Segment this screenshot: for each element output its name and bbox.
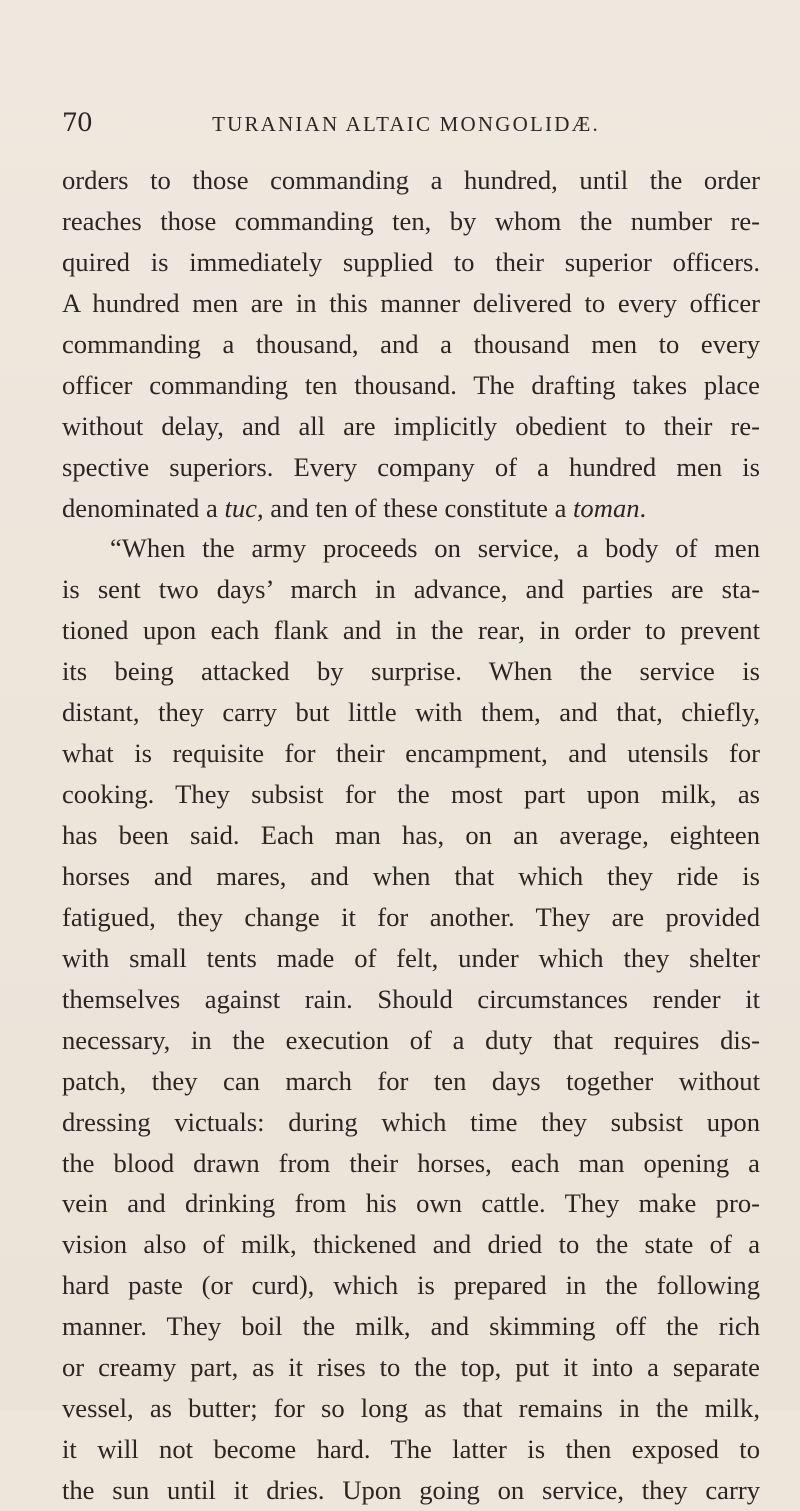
- text-line: quired is immediately supplied to their superior officers.: [62, 246, 760, 277]
- text-line: officer commanding ten thousand. The drafting takes place: [62, 369, 760, 400]
- text-line: fatigued, they change it for another. They are provided: [62, 901, 760, 932]
- text-line: hard paste (or curd), which is prepared in the following: [62, 1270, 760, 1301]
- text-line: manner. They boil the milk, and skimming off the rich: [62, 1311, 760, 1342]
- text-line: reaches those commanding ten, by whom the number re-: [62, 205, 760, 236]
- text-line: it will not become hard. The latter is then exposed to: [62, 1434, 760, 1465]
- text-line: the blood drawn from their horses, each man opening a: [62, 1147, 760, 1178]
- text-line: commanding a thousand, and a thousand men to every: [62, 328, 760, 359]
- text-line: A hundred men are in this manner delivered to every officer: [62, 287, 760, 318]
- text-line: themselves against rain. Should circumstances render it: [62, 983, 760, 1014]
- page-number: 70: [62, 108, 92, 137]
- running-head: [62, 108, 760, 138]
- text-line: what is requisite for their encampment, and utensils for: [62, 738, 760, 769]
- text-line: horses and mares, and when that which they ride is: [62, 860, 760, 891]
- italic-term-tuc: tuc: [224, 492, 257, 523]
- text-line: its being attacked by surprise. When the service is: [62, 656, 760, 687]
- italic-term-toman: toman: [573, 492, 640, 523]
- text-line: with small tents made of felt, under which they shelter: [62, 942, 760, 973]
- text-line: vein and drinking from his own cattle. They make pro-: [62, 1188, 760, 1219]
- body-text: [62, 160, 760, 1511]
- text-line: distant, they carry but little with them, and that, chiefly,: [62, 697, 760, 728]
- running-title: TURANIAN ALTAIC MONGOLIDÆ.: [212, 112, 600, 136]
- text-segment: denominated a: [62, 492, 225, 523]
- text-segment: , and ten of these constitute a: [256, 492, 574, 523]
- text-line: the sun until it dries. Upon going on service, they carry: [62, 1475, 760, 1505]
- text-line: patch, they can march for ten days together without: [62, 1065, 760, 1096]
- text-line: vessel, as butter; for so long as that remains in the milk,: [62, 1393, 760, 1424]
- text-line: vision also of milk, thickened and dried to the state of a: [62, 1229, 760, 1260]
- text-line: tioned upon each flank and in the rear, in order to prevent: [62, 615, 760, 646]
- text-line: dressing victuals: during which time they subsist upon: [62, 1106, 760, 1137]
- text-line: spective superiors. Every company of a hundred men is: [62, 451, 760, 482]
- text-line: necessary, in the execution of a duty that requires dis-: [62, 1024, 760, 1055]
- text-line: orders to those commanding a hundred, until the order: [62, 165, 760, 195]
- text-line: has been said. Each man has, on an average, eighteen: [62, 820, 760, 850]
- text-line: without delay, and all are implicitly obedient to their re-: [62, 410, 760, 441]
- text-line: or creamy part, as it rises to the top, put it into a separate: [62, 1352, 760, 1383]
- text-line-paragraph-start: “When the army proceeds on service, a body of men: [110, 533, 760, 564]
- text-line: cooking. They subsist for the most part upon milk, as: [62, 779, 760, 810]
- text-line-paragraph-end: [62, 488, 760, 529]
- text-segment: .: [639, 492, 647, 523]
- text-line: is sent two days’ march in advance, and parties are sta-: [62, 574, 760, 605]
